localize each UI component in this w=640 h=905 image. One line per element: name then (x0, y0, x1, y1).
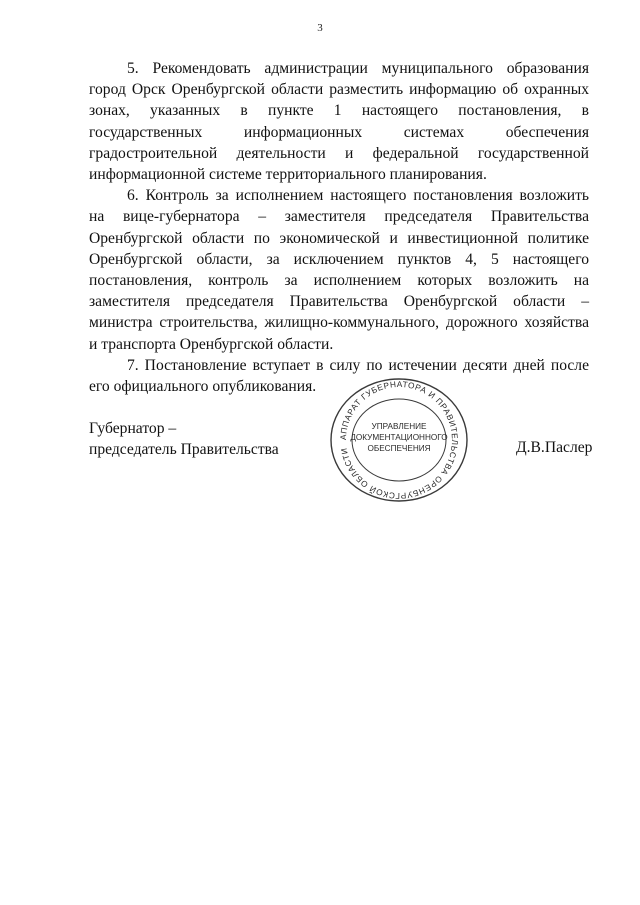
official-stamp (325, 376, 473, 504)
signatory-title-line2: председатель Правительства (89, 441, 279, 459)
signatory-title (89, 418, 279, 460)
signatory-title-line1: Губернатор – (89, 420, 177, 437)
document-body (89, 58, 589, 397)
paragraph-7: 7. Постановление вступает в силу по истечении десяти дней после его официального опубликования. (89, 356, 589, 396)
stamp-center-line3: ОБЕСПЕЧЕНИЯ (367, 444, 431, 453)
stamp-center-line2: ДОКУМЕНТАЦИОННОГО (350, 433, 448, 442)
paragraph-5: 5. Рекомендовать администрации муниципального образования город Орск Оренбургской области разместить информацию об охранных зонах, указанных в пункте 1 настоящего постановления, в государственных информационных системах обеспечения градостроительной деятельности и федеральной государственной информационной системе территориального планирования. (89, 60, 589, 184)
paragraph-6: 6. Контроль за исполнением настоящего постановления возложить на вице-губернатора – заместителя председателя Правительства Оренбургской области по экономической и инвестиционной политике Оренбургской области, за исключением пунктов 4, 5 настоящего постановления, контроль за исполнением которых возложить на заместителя председателя Правительства Оренбургской области – министра строительства, жилищно-коммунального, дорожного хозяйства и транспорта Оренбургской области. (89, 187, 589, 353)
page-number: 3 (317, 22, 323, 34)
stamp-graphic (325, 376, 473, 504)
signatory-name: Д.В.Паслер (516, 439, 593, 456)
stamp-center-line1: УПРАВЛЕНИЕ (371, 422, 427, 431)
stamp-ring-textpath: АППАРАТ ГУБЕРНАТОРА И ПРАВИТЕЛЬСТВА ОРЕНБУРГСКОЙ ОБЛАСТИ (337, 378, 461, 502)
